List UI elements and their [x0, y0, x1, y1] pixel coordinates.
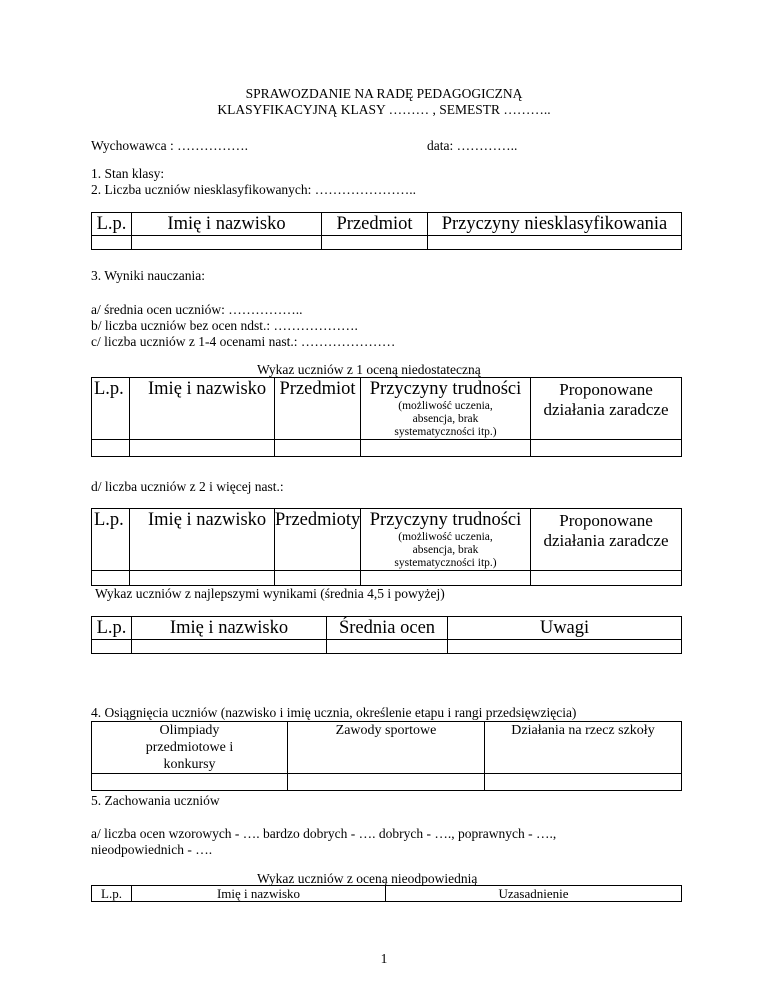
col-olympiads: Olimpiady przedmiotowe i konkursy [92, 722, 288, 774]
table-row [92, 571, 682, 586]
difficulties-label: Przyczyny trudności [369, 379, 522, 399]
teacher-field: Wychowawca : ……………. [91, 138, 249, 153]
col-name: Imię i nazwisko [130, 509, 275, 571]
fail-1-4-count: c/ liczba uczniów z 1-4 ocenami nast.: ………………… [91, 334, 396, 349]
section-5: 5. Zachowania uczniów [91, 793, 220, 808]
col-lp: L.p. [92, 886, 132, 902]
col-name: Imię i nazwisko [132, 213, 322, 236]
difficulties-note: (możliwość uczenia, absencja, brak systematyczności itp.) [394, 531, 497, 569]
col-remedies: Proponowane działania zaradcze [531, 378, 682, 440]
difficulties-label: Przyczyny trudności [369, 510, 522, 530]
achievements-table [91, 721, 682, 791]
table-row [92, 440, 682, 457]
date-field: data: ………….. [427, 138, 518, 153]
table-row [92, 640, 682, 654]
col-lp: L.p. [92, 617, 132, 640]
col-average: Średnia ocen [327, 617, 448, 640]
one-fail-table [91, 377, 682, 457]
col-lp: L.p. [92, 378, 130, 440]
unclassified-table [91, 212, 682, 250]
table2-caption: Wykaz uczniów z 1 oceną niedostateczną [257, 362, 481, 377]
col-reasons: Przyczyny niesklasyfikowania [428, 213, 682, 236]
col-difficulties [361, 378, 531, 440]
table-row [92, 236, 682, 250]
col-lp: L.p. [92, 213, 132, 236]
avg-grades: a/ średnia ocen uczniów: …………….. [91, 302, 303, 317]
col-subject: Przedmiot [275, 378, 361, 440]
multi-fail-table [91, 508, 682, 586]
page-number: 1 [380, 951, 388, 966]
col-name: Imię i nazwisko [132, 617, 327, 640]
d-label: d/ liczba uczniów z 2 i więcej nast.: [91, 479, 284, 494]
best-caption: Wykaz uczniów z najlepszymi wynikami (średnia 4,5 i powyżej) [95, 586, 445, 601]
doc-title-line1: SPRAWOZDANIE NA RADĘ PEDAGOGICZNĄ [245, 86, 523, 101]
section-4: 4. Osiągnięcia uczniów (nazwisko i imię ucznia, określenie etapu i rangi przedsięwzięcia) [91, 705, 577, 720]
table6-caption: Wykaz uczniów z oceną nieodpowiednią [257, 871, 478, 886]
section-2: 2. Liczba uczniów niesklasyfikowanych: ………………….. [91, 182, 417, 197]
col-remedies: Proponowane działania zaradcze [531, 509, 682, 571]
doc-title-line2: KLASYFIKACYJNĄ KLASY ……… , SEMESTR ……….. [217, 102, 551, 117]
behaviour-line1: a/ liczba ocen wzorowych - …. bardzo dobrych - …. dobrych - …., poprawnych - …., [91, 826, 557, 841]
table-row [92, 774, 682, 791]
col-justification: Uzasadnienie [386, 886, 682, 902]
poor-conduct-table [91, 885, 682, 902]
col-notes: Uwagi [448, 617, 682, 640]
behaviour-line2: nieodpowiednich - …. [91, 842, 213, 857]
col-school-activities: Działania na rzecz szkoły [485, 722, 682, 774]
section-3: 3. Wyniki nauczania: [91, 268, 206, 283]
col-sports: Zawody sportowe [288, 722, 485, 774]
no-fail-count: b/ liczba uczniów bez ocen ndst.: ………………. [91, 318, 358, 333]
col-name: Imię i nazwisko [130, 378, 275, 440]
col-subjects: Przedmioty [275, 509, 361, 571]
section-1: 1. Stan klasy: [91, 166, 165, 181]
col-difficulties [361, 509, 531, 571]
difficulties-note: (możliwość uczenia, absencja, brak systematyczności itp.) [394, 400, 497, 438]
col-subject: Przedmiot [322, 213, 428, 236]
col-lp: L.p. [92, 509, 130, 571]
best-students-table [91, 616, 682, 654]
col-name: Imię i nazwisko [132, 886, 386, 902]
